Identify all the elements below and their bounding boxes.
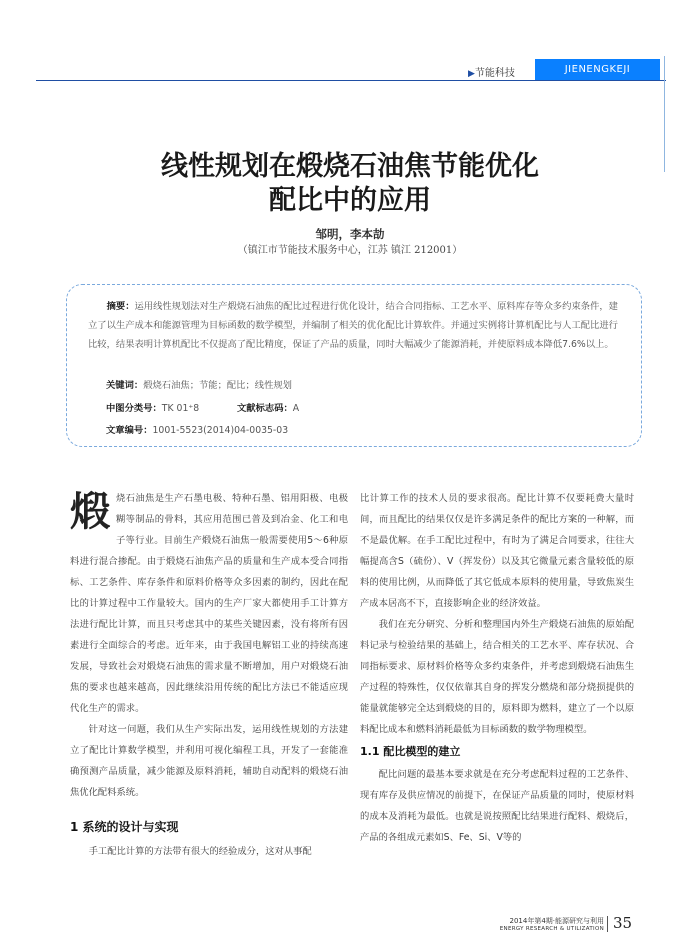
- affiliation: （镇江市节能技术服务中心，江苏 镇江 212001）: [237, 245, 463, 256]
- subsection-heading: 1.1 配比模型的建立: [360, 745, 461, 758]
- left-column: [70, 488, 348, 862]
- journal-issue: 2014年第4期·能源研究与利用: [509, 917, 604, 925]
- body-paragraph: 手工配比计算的方法带有很大的经验成分，这对从事配: [88, 846, 312, 857]
- doc-code-row: [237, 400, 299, 414]
- article-no-row: [106, 422, 288, 436]
- body-paragraph: 比计算工作的技术人员的要求很高。配比计算不仅要耗费大量时间，而且配比的结果仅仅是许多满足条件的配比方案的一种解，而不是最优解。在手工配比过程中，有时为了满足合同要求，往往大幅提高含S（硫份）、V（挥发份）以及其它微量元素含量较低的原料的使用比例，从而降低了其它低成本原料的使用量，导致焦炭生产成本居高不下，直接影响企业的经济效益。: [360, 493, 634, 609]
- article-no-label: 文章编号：: [106, 425, 153, 436]
- abstract-text: 运用线性规划法对生产煅烧石油焦的配比过程进行优化设计，结合合同指标、工艺水平、原料库存等众多约束条件，建立了以生产成本和能源管理为目标函数的数学模型，并编制了相关的优化配比计算软件。并通过实例将计算机配比与人工配比进行比较，结果表明计算机配比不仅提高了配比精度，保证了产品的质量，同时大幅减少了能源消耗，并使原料成本降低7.6%以上。: [88, 301, 618, 350]
- article-no-value: 1001-5523(2014)04-0035-03: [152, 425, 289, 436]
- body-paragraph: 我们在充分研究、分析和整理国内外生产煅烧石油焦的原始配料记录与检验结果的基础上，结合相关的工艺水平、库存状况、合同指标要求、原材料价格等众多约束条件，并考虑到煅烧石油焦生产过程的特殊性，仅仅依靠其自身的挥发分燃烧和部分烧损提供的能量就能够完全达到煅烧的目的，原料即为燃料，建立了一个以原料配比成本和燃料消耗最低为目标函数的数学物理模型。: [360, 619, 634, 735]
- header-rule: [36, 80, 666, 81]
- article-title-line2: 配比中的应用: [269, 185, 431, 216]
- section-tag: JIENENGKEJI: [535, 59, 660, 80]
- keywords-value: 煅烧石油焦；节能；配比；线性规划: [143, 380, 292, 391]
- doc-code-label: 文献标志码：: [237, 403, 293, 414]
- abstract-label: 摘要：: [106, 301, 135, 312]
- body-paragraph: 针对这一问题，我们从生产实际出发，运用线性规划的方法建立了配比计算数学模型，并利用可视化编程工具，开发了一套能准确预测产品质量，减少能源及原料消耗，辅助自动配料的煅烧石油焦优化配料系统。: [70, 724, 348, 798]
- article-title-line1: 线性规划在煅烧石油焦节能优化: [161, 151, 539, 182]
- doc-code-value: A: [292, 403, 300, 414]
- keywords-label: 关键词：: [106, 380, 144, 391]
- journal-name-en: ENERGY RESEARCH & UTILIZATION: [499, 926, 604, 932]
- abstract: [88, 297, 624, 354]
- section-label: [468, 64, 515, 79]
- clc-row: [106, 400, 199, 414]
- page-number: 35: [613, 914, 633, 932]
- section-heading: 1 系统的设计与实现: [70, 820, 179, 834]
- footer-divider: [607, 916, 608, 932]
- body-paragraph: [70, 488, 348, 719]
- authors: 邹明，李本劼: [315, 227, 385, 241]
- triangle-right-icon: ▶: [468, 69, 475, 79]
- journal-footer: [500, 917, 604, 933]
- clc-value: TK 01⁺8: [161, 403, 200, 414]
- keywords-row: [106, 377, 292, 391]
- section-name: 节能科技: [474, 68, 515, 79]
- right-column: [360, 488, 634, 848]
- clc-label: 中图分类号：: [106, 403, 162, 414]
- paragraph-text: 烧石油焦是生产石墨电极、特种石墨、铝用阳极、电极糊等制品的骨料，其应用范围已普及到冶金、化工和电子等行业。目前生产煅烧石油焦一般需要使用5～6种原料进行混合掺配。由于煅烧石油焦产品的质量和生产成本受合同指标、工艺条件、库存条件和原料价格等众多因素的制约，因此在配比的计算过程中工作量较大。国内的生产厂家大都使用手工计算方法进行配比计算，而且只考虑其中的某些关键因素，没有将所有因素进行全面综合的考虑。近年来，由于我国电解铝工业的持续高速发展，导致社会对煅烧石油焦的需求量不断增加，用户对煅烧石油焦的要求也越来越高，因此继续沿用传统的配比方法已不能适应现代化生产的需求。: [70, 493, 348, 714]
- body-paragraph: 配比问题的最基本要求就是在充分考虑配料过程的工艺条件、现有库存及供应情况的前提下，在保证产品质量的同时，使原材料的成本及消耗为最低。也就是说按照配比结果进行配料、煅烧后，产品的各组成元素如S、Fe、Si、V等的: [360, 769, 634, 843]
- drop-cap: 煅: [70, 488, 110, 535]
